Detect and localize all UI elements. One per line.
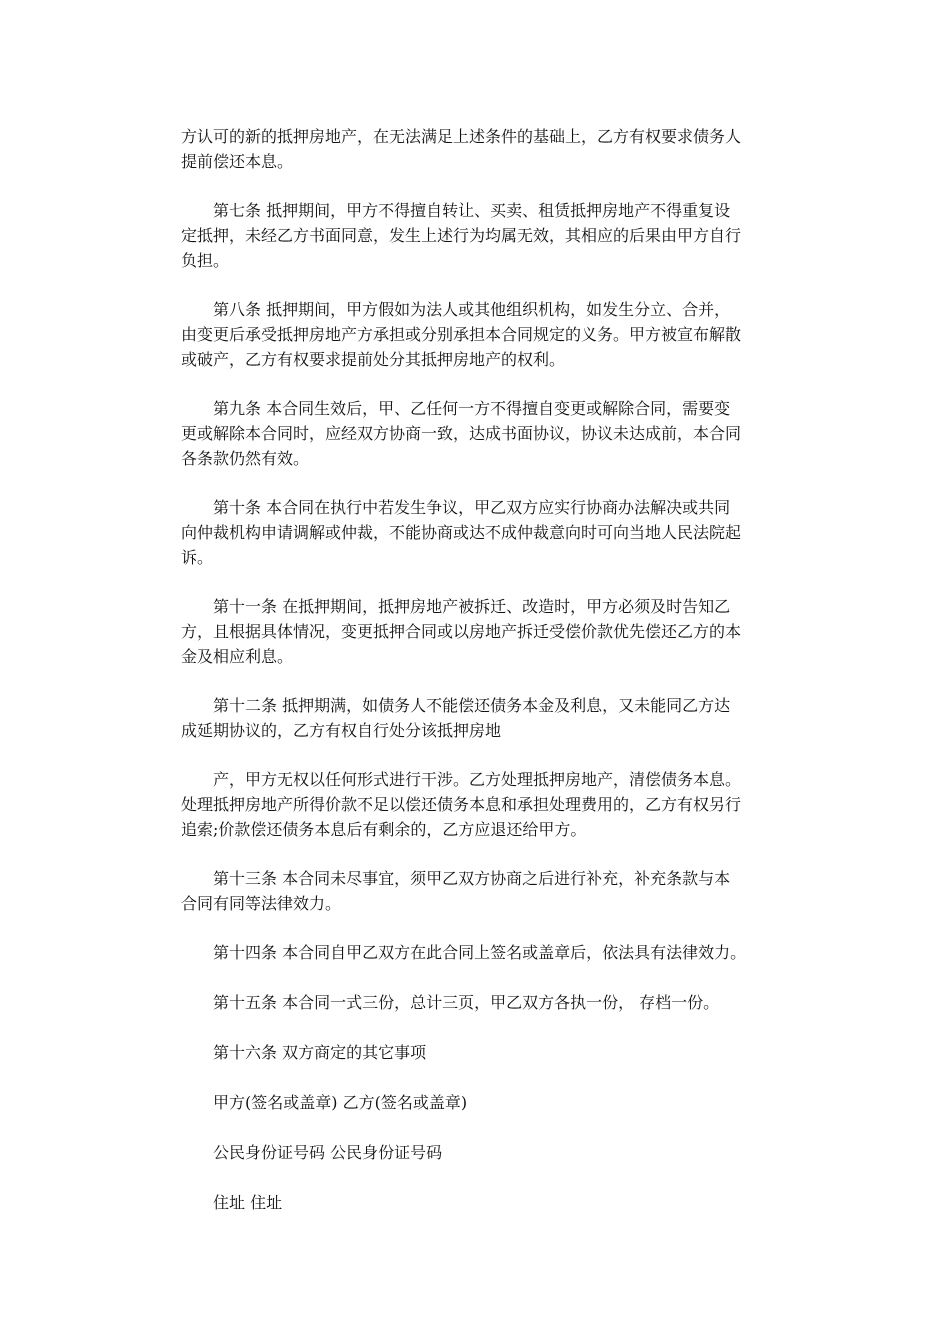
text-line: 向仲裁机构申请调解或仲裁，不能协商或达不成仲裁意向时可向当地人民法院起 <box>181 523 742 542</box>
text-line: 处理抵押房地产所得价款不足以偿还债务本息和承担处理费用的，乙方有权另行 <box>181 795 742 814</box>
text-line: 或破产，乙方有权要求提前处分其抵押房地产的权利。 <box>181 350 566 369</box>
article-8 <box>181 297 773 372</box>
article-10 <box>181 495 773 570</box>
text-line: 第七条 抵押期间，甲方不得擅自转让、买卖、租赁抵押房地产不得重复设 <box>213 201 731 220</box>
text-line: 合同有同等法律效力。 <box>181 894 342 913</box>
text-line: 更或解除本合同时，应经双方协商一致，达成书面协议，协议未达成前，本合同 <box>181 424 742 443</box>
article-14: 第十四条 本合同自甲乙双方在此合同上签名或盖章后，依法具有法律效力。 <box>213 943 747 962</box>
text-line: 产，甲方无权以任何形式进行干涉。乙方处理抵押房地产，清偿债务本息。 <box>213 770 742 789</box>
id-number-line: 公民身份证号码 公民身份证号码 <box>213 1143 443 1162</box>
article-12-continued <box>181 767 773 842</box>
article-9 <box>181 396 773 471</box>
text-line: 方，且根据具体情况，变更抵押合同或以房地产拆迁受偿价款优先偿还乙方的本 <box>181 622 742 641</box>
text-line: 各条款仍然有效。 <box>181 449 310 468</box>
article-12 <box>181 693 773 743</box>
text-line: 定抵押，未经乙方书面同意，发生上述行为均属无效，其相应的后果由甲方自行 <box>181 226 742 245</box>
text-line: 诉。 <box>181 548 214 567</box>
document-page <box>181 124 773 1240</box>
text-line: 第十一条 在抵押期间，抵押房地产被拆迁、改造时，甲方必须及时告知乙 <box>213 597 731 616</box>
text-line: 第八条 抵押期间，甲方假如为法人或其他组织机构，如发生分立、合并， <box>213 300 731 319</box>
text-line: 追索;价款偿还债务本息后有剩余的，乙方应退还给甲方。 <box>181 820 587 839</box>
article-11 <box>181 594 773 669</box>
address-line: 住址 住址 <box>213 1193 283 1212</box>
article-15: 第十五条 本合同一式三份，总计三页，甲乙双方各执一份， 存档一份。 <box>213 993 720 1012</box>
text-line: 第九条 本合同生效后，甲、乙任何一方不得擅自变更或解除合同，需要变 <box>213 399 731 418</box>
article-13 <box>181 866 773 916</box>
article-16: 第十六条 双方商定的其它事项 <box>213 1043 427 1062</box>
text-line: 金及相应利息。 <box>181 647 294 666</box>
paragraph-continuation <box>181 124 773 174</box>
text-line: 提前偿还本息。 <box>181 152 294 171</box>
text-line: 方认可的新的抵押房地产，在无法满足上述条件的基础上，乙方有权要求债务人 <box>181 127 742 146</box>
article-7 <box>181 198 773 273</box>
text-line: 第十三条 本合同未尽事宜，须甲乙双方协商之后进行补充，补充条款与本 <box>213 869 731 888</box>
text-line: 成延期协议的，乙方有权自行处分该抵押房地 <box>181 721 502 740</box>
text-line: 由变更后承受抵押房地产方承担或分别承担本合同规定的义务。甲方被宣布解散 <box>181 325 742 344</box>
signature-line: 甲方(签名或盖章) 乙方(签名或盖章) <box>213 1093 468 1112</box>
text-line: 第十条 本合同在执行中若发生争议，甲乙双方应实行协商办法解决或共同 <box>213 498 731 517</box>
text-line: 第十二条 抵押期满，如债务人不能偿还债务本金及利息，又未能同乙方达 <box>213 696 731 715</box>
text-line: 负担。 <box>181 251 230 270</box>
